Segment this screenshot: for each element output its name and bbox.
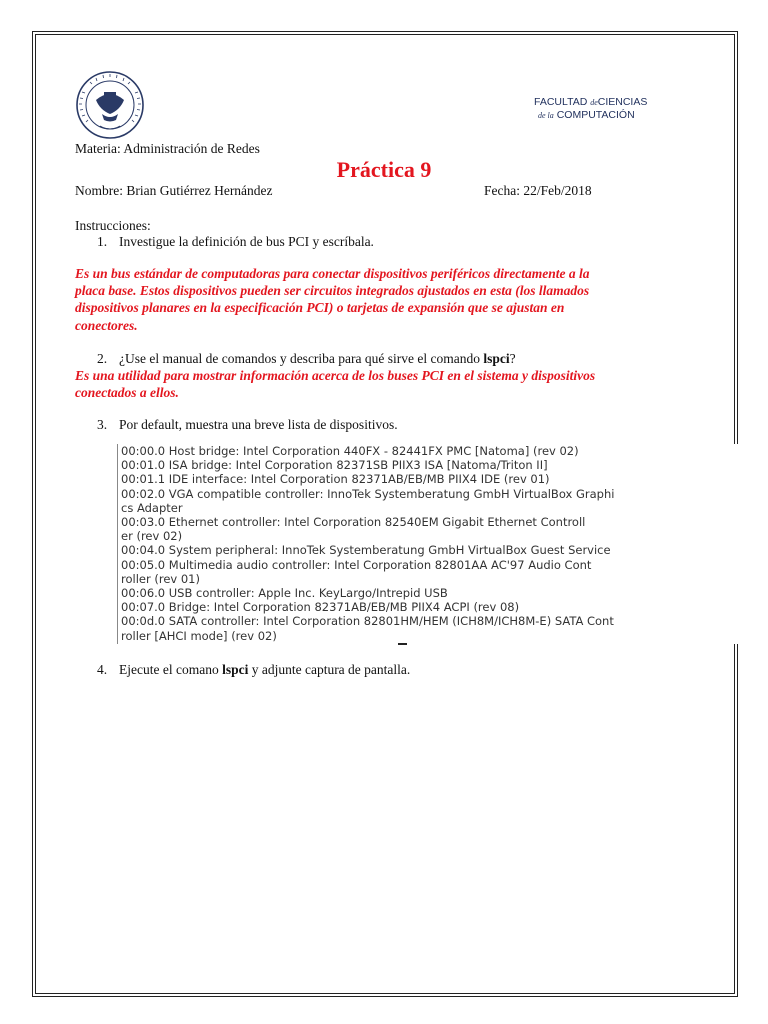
terminal-line: 00:06.0 USB controller: Apple Inc. KeyLargo/Intrepid USB <box>121 586 448 601</box>
terminal-line: cs Adapter <box>121 500 183 515</box>
q4-command: lspci <box>222 662 249 677</box>
q4-text-main: Ejecute el comano <box>119 662 223 677</box>
q2-number: 2. <box>97 351 108 366</box>
instrucciones-label: Instrucciones: <box>75 218 151 233</box>
q4-text <box>119 662 410 678</box>
q3-text: Por default, muestra una breve lista de dispositivos. <box>119 417 398 432</box>
terminal-line: 00:00.0 Host bridge: Intel Corporation 440FX - 82441FX PMC [Natoma] (rev 02) <box>121 444 579 458</box>
terminal-line: 00:01.0 ISA bridge: Intel Corporation 82371SB PIIX3 ISA [Natoma/Triton II] <box>121 458 548 473</box>
terminal-line: 00:04.0 System peripheral: InnoTek Systemberatung GmbH VirtualBox Guest Service <box>121 543 611 558</box>
q4-number: 4. <box>97 662 108 677</box>
terminal-cursor <box>398 643 407 645</box>
answer-1 <box>75 265 590 334</box>
q1-number: 1. <box>97 234 108 249</box>
answer-2-line: Es una utilidad para mostrar información acerca de los buses PCI en el sistema y dispositivos <box>75 368 596 383</box>
answer-2 <box>75 367 595 401</box>
nombre-text: Nombre: Brian Gutiérrez Hernández <box>75 183 273 198</box>
terminal-line: 00:05.0 Multimedia audio controller: Intel Corporation 82801AA AC'97 Audio Cont <box>121 557 592 572</box>
materia-text: Materia: Administración de Redes <box>75 141 260 156</box>
answer-2-line: conectados a ellos. <box>75 385 179 400</box>
terminal-line: 00:01.1 IDE interface: Intel Corporation 82371AB/EB/MB PIIX4 IDE (rev 01) <box>121 472 550 487</box>
terminal-line: 00:07.0 Bridge: Intel Corporation 82371AB/EB/MB PIIX4 ACPI (rev 08) <box>121 600 520 615</box>
answer-1-line: placa base. Estos dispositivos pueden ser circuitos integrados ajustados en esta (los llamados <box>75 283 590 299</box>
terminal-screenshot <box>117 444 741 644</box>
university-seal-logo <box>66 70 154 140</box>
terminal-line: er (rev 02) <box>121 529 183 544</box>
q3-number: 3. <box>97 417 108 432</box>
q2-text <box>119 351 516 367</box>
fecha-text: Fecha: 22/Feb/2018 <box>484 183 592 198</box>
q2-text-end: ? <box>509 351 516 366</box>
q1-text: Investigue la definición de bus PCI y escríbala. <box>119 234 374 249</box>
terminal-line: 00:0d.0 SATA controller: Intel Corporation 82801HM/HEM (ICH8M/ICH8M-E) SATA Cont <box>121 614 614 629</box>
q2-command: lspci <box>483 351 510 366</box>
q2-text-main: ¿Use el manual de comandos y describa para qué sirve el comando <box>119 351 484 366</box>
page-title: Práctica 9 <box>336 157 432 182</box>
terminal-line: 00:03.0 Ethernet controller: Intel Corporation 82540EM Gigabit Ethernet Controll <box>121 515 586 530</box>
answer-1-line: Es un bus estándar de computadoras para conectar dispositivos periféricos directamente a la <box>75 266 590 281</box>
terminal-line: roller (rev 01) <box>121 571 200 586</box>
answer-1-line: dispositivos planares en la especificación PCI) o tarjetas de expansión que se ajustan en <box>75 300 565 316</box>
q4-text-end: y adjunte captura de pantalla. <box>248 662 411 677</box>
faculty-logo: FACULTAD deCIENCIAS de la COMPUTACIÓN <box>534 96 648 121</box>
terminal-line: 00:02.0 VGA compatible controller: InnoTek Systemberatung GmbH VirtualBox Graphi <box>121 486 615 501</box>
answer-1-line: conectores. <box>75 317 138 333</box>
terminal-line: roller [AHCI mode] (rev 02) <box>121 628 277 643</box>
